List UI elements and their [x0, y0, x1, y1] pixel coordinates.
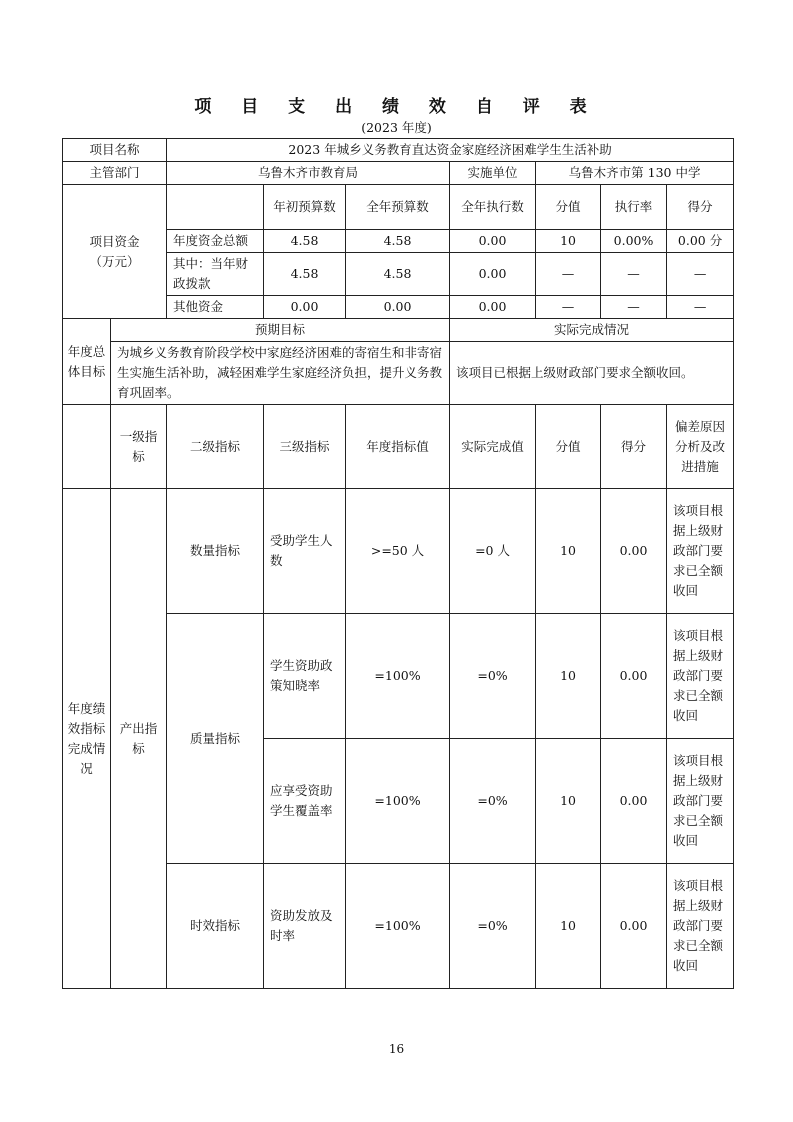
- score-value: 10: [536, 739, 601, 864]
- target-value: >=50 人: [346, 489, 450, 614]
- expected-goal-header: 预期目标: [111, 319, 450, 342]
- score: 0.00: [601, 739, 667, 864]
- level2-indicator: 时效指标: [167, 864, 264, 989]
- project-name-label: 项目名称: [63, 139, 167, 162]
- level3-indicator: 受助学生人数: [264, 489, 346, 614]
- funds-cell: 4.58: [264, 253, 346, 296]
- funds-row-label: 年度资金总额: [167, 230, 264, 253]
- funds-cell: 4.58: [346, 230, 450, 253]
- indicator-section-label: 年度绩效指标完成情况: [63, 489, 111, 989]
- indicator-header: 得分: [601, 405, 667, 489]
- expected-goal-text: 为城乡义务教育阶段学校中家庭经济困难的寄宿生和非寄宿生实施生活补助，减轻困难学生家庭经济负担，提升义务教育巩固率。: [111, 342, 450, 405]
- score: 0.00: [601, 614, 667, 739]
- actual-value: =0%: [450, 614, 536, 739]
- score: 0.00: [601, 864, 667, 989]
- page-number: 16: [388, 1042, 405, 1056]
- deviation-note: 该项目根据上级财政部门要求已全额收回: [667, 864, 734, 989]
- funds-header: 年初预算数: [264, 185, 346, 230]
- funds-header: 得分: [667, 185, 734, 230]
- score-value: 10: [536, 614, 601, 739]
- score: 0.00: [601, 489, 667, 614]
- funds-cell: —: [667, 296, 734, 319]
- actual-value: =0%: [450, 739, 536, 864]
- unit-label: 实施单位: [450, 162, 536, 185]
- self-evaluation-table: [62, 138, 734, 989]
- funds-cell: 0.00: [450, 296, 536, 319]
- funds-cell: 0.00 分: [667, 230, 734, 253]
- funds-cell: 0.00: [346, 296, 450, 319]
- indicator-header: 三级指标: [264, 405, 346, 489]
- funds-cell: 0.00%: [601, 230, 667, 253]
- deviation-note: 该项目根据上级财政部门要求已全额收回: [667, 614, 734, 739]
- indicator-header: 年度指标值: [346, 405, 450, 489]
- funds-cell: 4.58: [264, 230, 346, 253]
- funds-cell: 0.00: [450, 253, 536, 296]
- score-value: 10: [536, 489, 601, 614]
- level3-indicator: 应享受资助学生覆盖率: [264, 739, 346, 864]
- funds-cell: 0.00: [450, 230, 536, 253]
- funds-header: 全年执行数: [450, 185, 536, 230]
- level1-indicator: 产出指标: [111, 489, 167, 989]
- funds-header: 分值: [536, 185, 601, 230]
- funds-cell: 10: [536, 230, 601, 253]
- funds-cell: 4.58: [346, 253, 450, 296]
- goals-label: 年度总体目标: [63, 319, 111, 405]
- target-value: =100%: [346, 739, 450, 864]
- indicator-header: 一级指标: [111, 405, 167, 489]
- funds-label: 项目资金 （万元）: [63, 185, 167, 319]
- indicator-header: 二级指标: [167, 405, 264, 489]
- funds-cell: —: [536, 253, 601, 296]
- page-title: 项 目 支 出 绩 效 自 评 表: [194, 97, 599, 117]
- score-value: 10: [536, 864, 601, 989]
- level2-indicator: 质量指标: [167, 614, 264, 864]
- actual-completion-header: 实际完成情况: [450, 319, 734, 342]
- indicator-header: 实际完成值: [450, 405, 536, 489]
- level3-indicator: 学生资助政策知晓率: [264, 614, 346, 739]
- actual-value: =0 人: [450, 489, 536, 614]
- funds-cell: —: [601, 253, 667, 296]
- funds-header: 全年预算数: [346, 185, 450, 230]
- deviation-note: 该项目根据上级财政部门要求已全额收回: [667, 739, 734, 864]
- indicator-header: 分值: [536, 405, 601, 489]
- level2-indicator: 数量指标: [167, 489, 264, 614]
- dept-label: 主管部门: [63, 162, 167, 185]
- project-name-value: 2023 年城乡义务教育直达资金家庭经济困难学生生活补助: [167, 139, 734, 162]
- funds-row-label: 其他资金: [167, 296, 264, 319]
- target-value: =100%: [346, 864, 450, 989]
- dept-value: 乌鲁木齐市教育局: [167, 162, 450, 185]
- actual-value: =0%: [450, 864, 536, 989]
- level3-indicator: 资助发放及时率: [264, 864, 346, 989]
- funds-cell: —: [667, 253, 734, 296]
- unit-value: 乌鲁木齐市第 130 中学: [536, 162, 734, 185]
- target-value: =100%: [346, 614, 450, 739]
- funds-cell: 0.00: [264, 296, 346, 319]
- deviation-note: 该项目根据上级财政部门要求已全额收回: [667, 489, 734, 614]
- funds-cell: —: [601, 296, 667, 319]
- indicator-header-blank: [63, 405, 111, 489]
- funds-header: 执行率: [601, 185, 667, 230]
- funds-header-blank: [167, 185, 264, 230]
- indicator-header: 偏差原因分析及改进措施: [667, 405, 734, 489]
- actual-completion-text: 该项目已根据上级财政部门要求全额收回。: [450, 342, 734, 405]
- page-subtitle: (2023 年度): [361, 120, 432, 135]
- funds-cell: —: [536, 296, 601, 319]
- funds-row-label: 其中：当年财政拨款: [167, 253, 264, 296]
